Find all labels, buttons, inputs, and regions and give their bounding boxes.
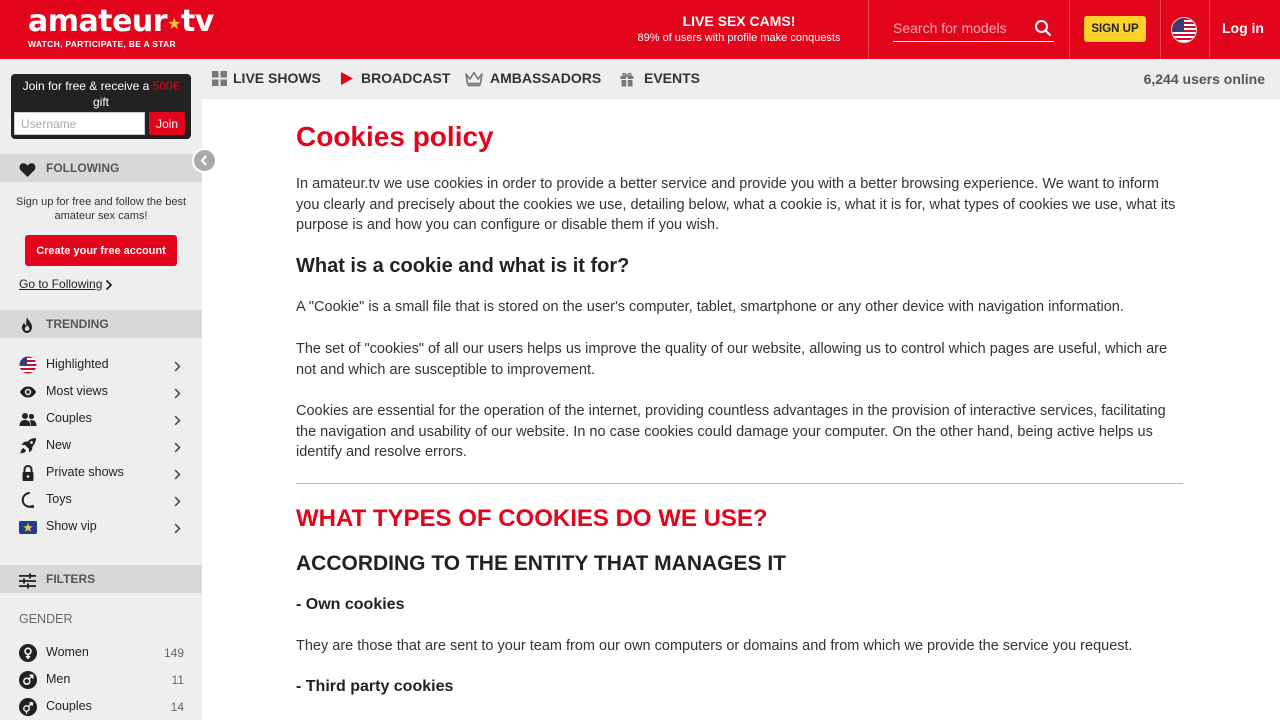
male-icon: [19, 671, 37, 689]
search-input[interactable]: [893, 17, 1028, 39]
gender-item-label: Couples: [46, 699, 92, 713]
intro-paragraph: In amateur.tv we use cookies in order to provide a better service and provide you with a better browsing experience. We want to inform you clearly and precisely about the cookies we use, detailing below, what a cookie is, what it is for, what types of cookies we use, what its purpose is and how you can configure or disable them if you wish.: [296, 176, 1176, 233]
trending-section-header: TRENDING: [0, 310, 202, 338]
filters-section-header[interactable]: FILTERS: [0, 565, 202, 593]
promo-subtitle: 89% of users with profile make conquests: [637, 32, 841, 44]
gift-icon: [619, 71, 635, 90]
top-navigation: LIVE SHOWS BROADCAST AMBASSADORS EVENTS 6,244 users online: [202, 59, 1280, 99]
couple-icon: [19, 410, 37, 428]
gender-filter-couples[interactable]: [0, 693, 202, 720]
login-link[interactable]: Log in: [1222, 20, 1264, 36]
trending-item-toys[interactable]: [0, 486, 202, 513]
join-box: [11, 74, 191, 139]
promo-banner[interactable]: [620, 13, 858, 44]
following-section-header: FOLLOWING: [0, 154, 202, 182]
chevron-right-icon: [174, 413, 181, 431]
trending-item-label: Highlighted: [46, 357, 109, 371]
search-box: [893, 17, 1054, 42]
rocket-icon: [19, 437, 37, 455]
trending-item-label: Most views: [46, 384, 108, 398]
join-button[interactable]: Join: [149, 112, 185, 135]
sidebar-collapse-button[interactable]: [192, 148, 217, 173]
users-online-count: 6,244 users online: [1143, 71, 1265, 87]
play-icon: [340, 71, 354, 89]
lock-icon: [19, 464, 37, 482]
grid-icon: [212, 71, 227, 89]
eye-icon: [19, 383, 37, 401]
vip-star-icon: [19, 518, 37, 536]
main-content: [296, 99, 1183, 720]
gender-filter-men[interactable]: [0, 666, 202, 693]
gender-item-count: 14: [170, 700, 184, 714]
chevron-right-icon: [174, 494, 181, 512]
gender-item-label: Women: [46, 645, 89, 659]
toy-icon: [19, 491, 37, 509]
trending-item-couples[interactable]: [0, 405, 202, 432]
gender-filter-label: GENDER: [19, 612, 73, 626]
subheading-third-party-cookies: - Third party cookies: [296, 678, 454, 695]
gender-item-count: 149: [163, 646, 184, 660]
chevron-right-icon: [174, 521, 181, 539]
header-divider: [1209, 0, 1210, 59]
following-description: Sign up for free and follow the best amateur sex cams!: [16, 196, 186, 222]
trending-item-show-vip[interactable]: [0, 513, 202, 540]
chevron-right-icon: [105, 278, 113, 296]
trending-item-label: New: [46, 438, 72, 452]
sliders-icon: [19, 571, 36, 599]
section-heading-what: What is a cookie and what is it for?: [296, 255, 630, 277]
go-to-following-link[interactable]: Go to Following: [19, 277, 103, 291]
crown-icon: [465, 71, 483, 90]
create-account-button[interactable]: Create your free account: [25, 235, 177, 266]
username-input[interactable]: [14, 112, 145, 135]
signup-button[interactable]: SIGN UP: [1084, 16, 1146, 42]
chevron-right-icon: [174, 386, 181, 404]
paragraph: A "Cookie" is a small file that is stored on the user's computer, tablet, smartphone or any other device with navigation information.: [296, 299, 1124, 315]
chevron-left-icon: [194, 150, 215, 171]
gender-item-label: Men: [46, 672, 71, 686]
chevron-right-icon: [174, 467, 181, 485]
couple-gender-icon: [19, 698, 37, 716]
paragraph: They are those that are sent to your team from our own computers or domains and from which we provide the service you request.: [296, 638, 1133, 654]
site-header: [0, 0, 1280, 59]
language-flag-icon[interactable]: [1171, 17, 1197, 43]
header-divider: [1069, 0, 1070, 59]
divider: [296, 483, 1183, 484]
trending-item-label: Show vip: [46, 519, 97, 533]
logo-wordmark: amateur★tv: [28, 4, 214, 39]
header-divider: [1160, 0, 1161, 59]
fire-icon: [19, 316, 35, 344]
trending-item-new[interactable]: [0, 432, 202, 459]
join-promo-text: Join for free & receive a 500€ gift: [22, 79, 180, 109]
gender-item-count: 11: [171, 673, 184, 687]
female-icon: [19, 644, 37, 662]
promo-title: LIVE SEX CAMS!: [682, 13, 796, 29]
us-flag-icon: [19, 356, 37, 374]
subheading-own-cookies: - Own cookies: [296, 596, 405, 613]
header-divider: [868, 0, 869, 59]
heart-icon: [19, 160, 36, 188]
page-title: Cookies policy: [296, 121, 494, 152]
sidebar: [0, 59, 202, 720]
section-heading-types: WHAT TYPES OF COOKIES DO WE USE?: [296, 505, 768, 532]
logo-star-icon: ★: [167, 14, 181, 33]
paragraph: The set of "cookies" of all our users helps us improve the quality of our website, allowing us to control which pages are useful, which are not and which are susceptible to improvement.: [296, 341, 1168, 378]
trending-item-label: Toys: [46, 492, 72, 506]
logo-tagline: WATCH, PARTICIPATE, BE A STAR: [28, 39, 176, 49]
subsection-heading-entity: ACCORDING TO THE ENTITY THAT MANAGES IT: [296, 552, 787, 575]
trending-item-label: Private shows: [46, 465, 124, 479]
search-icon[interactable]: [1034, 19, 1052, 42]
paragraph: Cookies are essential for the operation of the internet, providing countless advantages in the provision of interactive services, facilitating the navigation and usability of our website. In no case cookies could damage your computer. On the other hand, being active helps us identify and resolve errors.: [296, 403, 1166, 460]
trending-item-highlighted[interactable]: [0, 351, 202, 378]
join-form: [14, 112, 188, 135]
chevron-right-icon: [174, 359, 181, 377]
trending-item-label: Couples: [46, 411, 92, 425]
chevron-right-icon: [174, 440, 181, 458]
site-logo[interactable]: [28, 6, 214, 49]
trending-item-private-shows[interactable]: [0, 459, 202, 486]
trending-item-most-views[interactable]: [0, 378, 202, 405]
gender-filter-women[interactable]: [0, 639, 202, 666]
